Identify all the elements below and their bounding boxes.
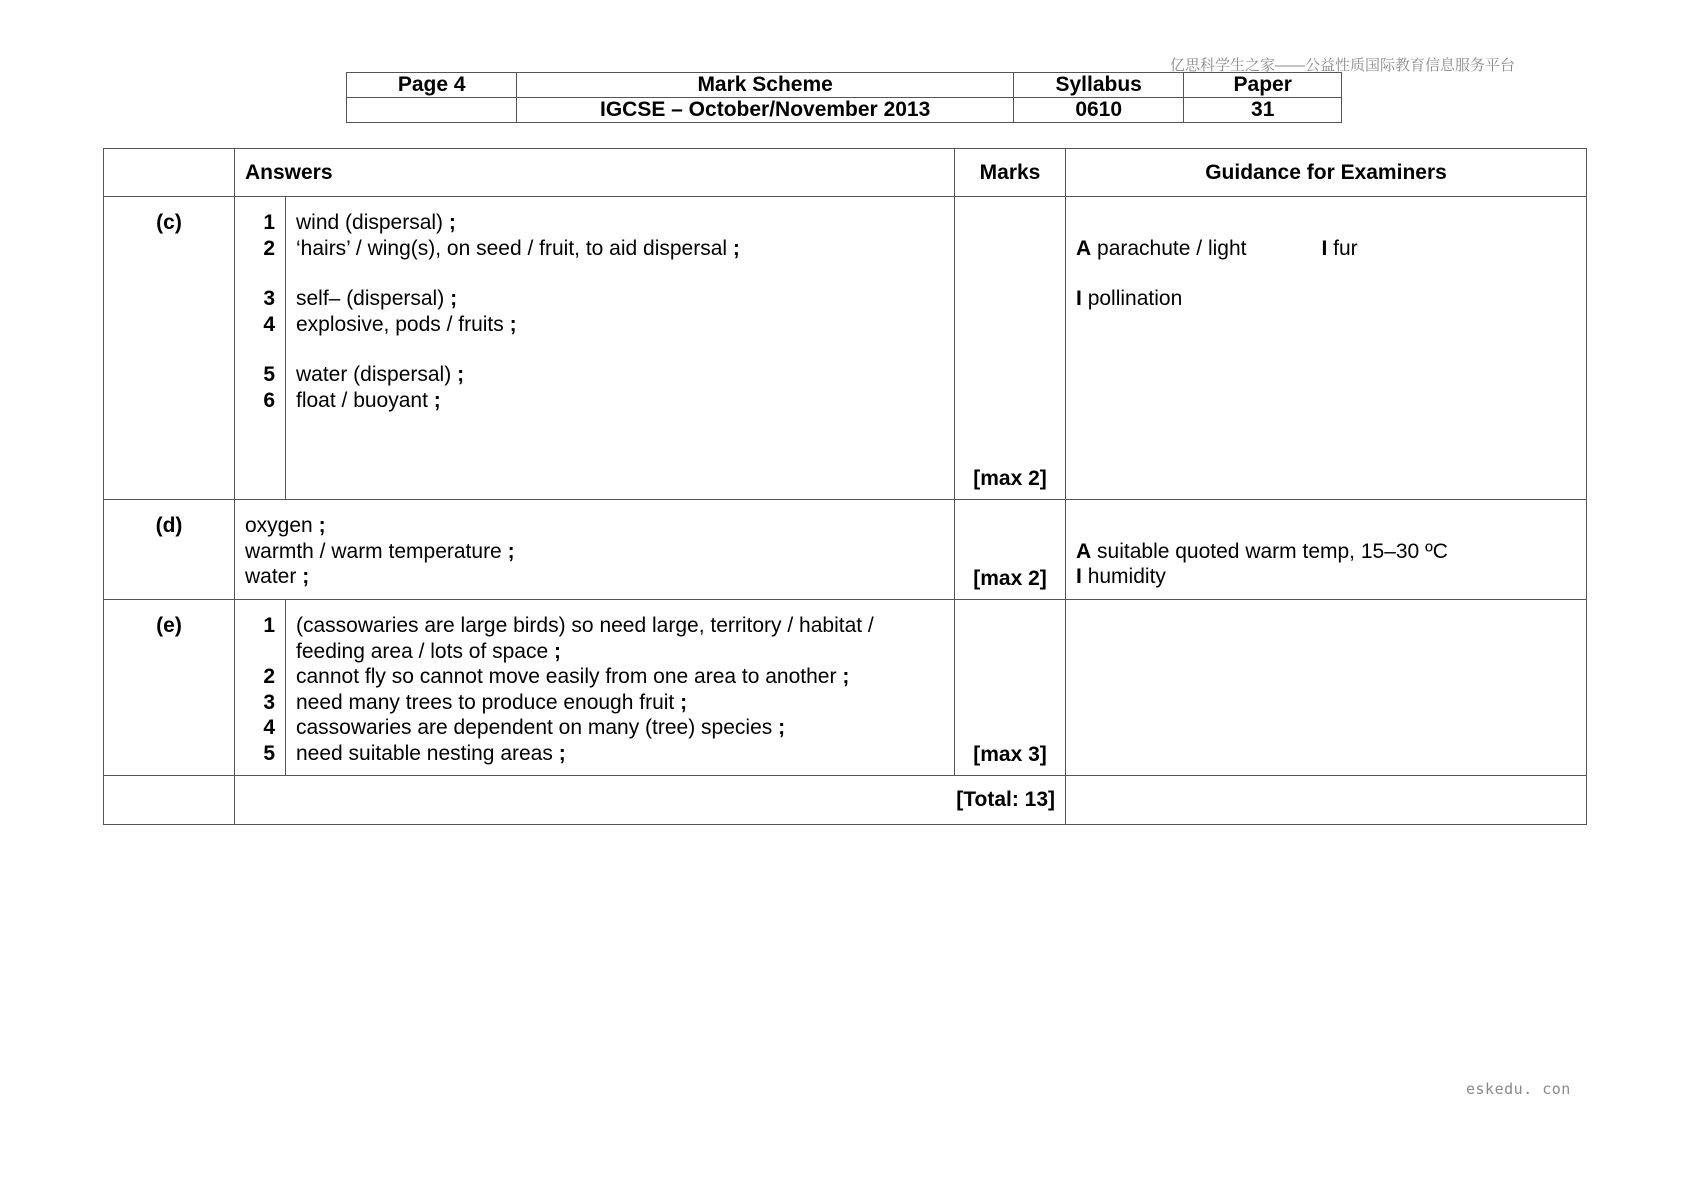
answer-line: ‘hairs’ / wing(s), on seed / fruit, to aid dispersal ; — [296, 236, 740, 260]
answers-header: Answers — [235, 149, 955, 197]
paper-number: 31 — [1184, 98, 1342, 123]
answer-line: explosive, pods / fruits ; — [296, 312, 517, 336]
doc-subtitle: IGCSE – October/November 2013 — [517, 98, 1013, 123]
item-number: 3 — [263, 287, 275, 310]
question-label: (e) — [104, 600, 235, 776]
label-header-cell — [104, 149, 235, 197]
marks-cell: [max 2] — [955, 197, 1066, 500]
guidance-header: Guidance for Examiners — [1066, 149, 1587, 197]
question-label: (c) — [104, 197, 235, 500]
syllabus-code: 0610 — [1013, 98, 1184, 123]
syllabus-label: Syllabus — [1013, 73, 1184, 98]
answer-line: oxygen ; — [245, 514, 326, 537]
answer-line: self– (dispersal) ; — [296, 287, 458, 310]
watermark-top: 亿思科学生之家——公益性质国际教育信息服务平台 — [1170, 57, 1516, 74]
guidance-line: I pollination — [1076, 287, 1183, 310]
marks-cell: [max 2] — [955, 500, 1066, 600]
total-marks: [Total: 13] — [235, 776, 1066, 825]
answer-line: float / buoyant ; — [296, 388, 441, 412]
answer-line: (cassowaries are large birds) so need large, territory / habitat / — [296, 614, 874, 637]
item-number: 2 — [263, 236, 275, 260]
page-number: Page 4 — [347, 73, 517, 98]
item-number: 1 — [263, 614, 275, 637]
answer-line: need many trees to produce enough fruit ; — [296, 690, 688, 714]
guidance-cell — [1066, 197, 1587, 500]
item-number: 2 — [263, 665, 275, 688]
mark-scheme-table — [103, 148, 1587, 825]
answers-cell — [235, 500, 955, 600]
item-number: 4 — [263, 716, 275, 739]
guidance-line: I humidity — [1076, 565, 1166, 588]
answers-cell — [286, 600, 955, 776]
item-number: 5 — [263, 363, 275, 386]
header-empty-cell — [347, 98, 517, 123]
answer-line: need suitable nesting areas ; — [296, 741, 566, 765]
doc-title: Mark Scheme — [517, 73, 1013, 98]
marks-cell: [max 3] — [955, 600, 1066, 776]
guidance-cell — [1066, 500, 1587, 600]
total-guidance-cell — [1066, 776, 1587, 825]
answers-cell — [286, 197, 955, 500]
item-numbers — [235, 197, 286, 500]
watermark-bottom: eskedu. con — [1466, 1080, 1571, 1098]
answer-line: cannot fly so cannot move easily from one area to another ; — [296, 665, 850, 688]
guidance-line: A suitable quoted warm temp, 15–30 ºC — [1076, 539, 1448, 563]
question-e-row — [104, 600, 1587, 776]
item-number: 1 — [263, 211, 275, 234]
question-d-row — [104, 500, 1587, 600]
item-number: 6 — [263, 388, 275, 412]
total-empty-cell — [104, 776, 235, 825]
guidance-line: A parachute / light I fur — [1076, 236, 1358, 260]
paper-label: Paper — [1184, 73, 1342, 98]
answer-line: cassowaries are dependent on many (tree) species ; — [296, 716, 786, 739]
question-label: (d) — [104, 500, 235, 600]
answer-line: warmth / warm temperature ; — [245, 539, 515, 563]
column-header-row — [104, 149, 1587, 197]
marks-header: Marks — [955, 149, 1066, 197]
item-number: 4 — [263, 312, 275, 336]
item-number: 3 — [263, 690, 275, 714]
guidance-cell — [1066, 600, 1587, 776]
total-row — [104, 776, 1587, 825]
answer-line: water ; — [245, 565, 310, 588]
answer-line: wind (dispersal) ; — [296, 211, 456, 234]
answer-line: water (dispersal) ; — [296, 363, 465, 386]
header-table — [346, 72, 1342, 123]
item-numbers — [235, 600, 286, 776]
question-c-row — [104, 197, 1587, 500]
answer-line: feeding area / lots of space ; — [296, 639, 562, 663]
item-number: 5 — [263, 741, 275, 765]
